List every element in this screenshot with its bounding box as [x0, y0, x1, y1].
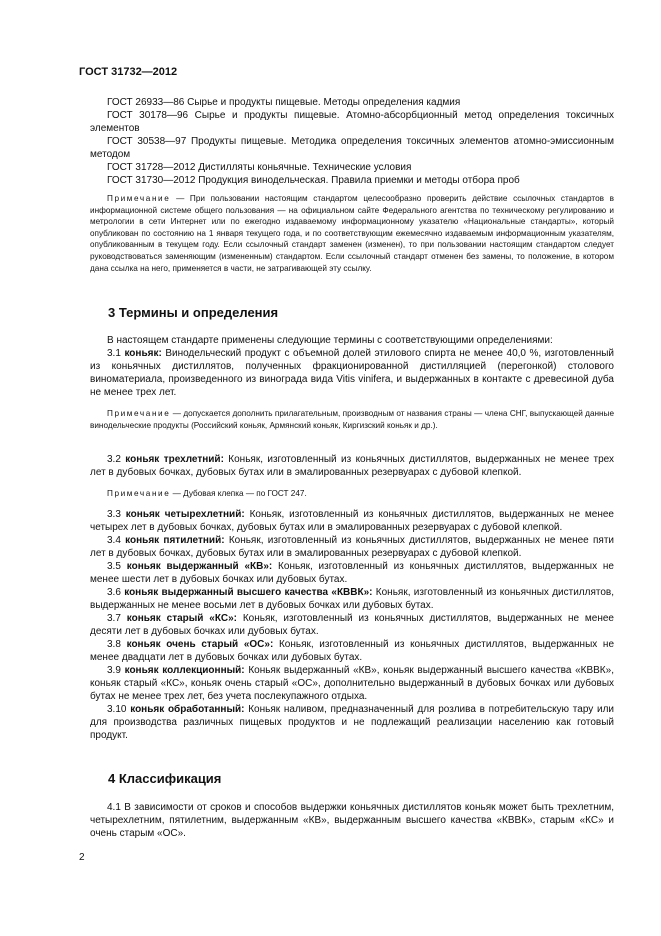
document-header: ГОСТ 31732—2012	[79, 66, 178, 78]
page-number: 2	[79, 852, 85, 863]
term-name: коньяк очень старый «ОС»:	[126, 639, 274, 650]
note-label: Примечание	[107, 194, 171, 203]
term-3-6: 3.6 коньяк выдержанный высшего качества «КВВК»: Коньяк, изготовленный из коньячных дистиллятов, выдержанных не менее восьми лет в дубовых бочках или дубовых бутах.	[90, 587, 614, 611]
term-3-8: 3.8 коньяк очень старый «ОС»: Коньяк, изготовленный из коньячных дистиллятов, выдержанных не менее двадцати лет в дубовых бочках или дубовых бутах.	[90, 639, 615, 663]
term-name: коньяк трехлетний:	[125, 454, 224, 465]
term-3-1: 3.1 коньяк: Винодельческий продукт с объемной долей этилового спирта не менее 40,0 %, изготовленный из коньячных дистиллятов, полученных фракционированной дистилляцией (перегонкой) столового виноматериала, произведенного из винограда вида Vitis vinifera, и выдержанных в контакте с древесиной дуба не менее трех лет.	[90, 348, 614, 398]
note-3	[90, 488, 614, 500]
term-name: коньяк выдержанный «КВ»:	[126, 561, 273, 572]
term-name: коньяк пятилетний:	[125, 535, 225, 546]
note-2	[90, 408, 614, 431]
term-3-10: 3.10 коньяк обработанный: Коньяк наливом, предназначенный для розлива в потребительскую тару или для производства различных пищевых продуктов и не подлежащий реализации населению как готовый продукт.	[90, 704, 615, 741]
term-3-2: 3.2 коньяк трехлетний: Коньяк, изготовленный из коньячных дистиллятов, выдержанных не менее трех лет в дубовых бочках, дубовых бутах или в эмалированных резервуарах с дубовой клепкой.	[90, 454, 614, 478]
term-name: коньяк коллекционный:	[124, 665, 245, 676]
note-text: — При пользовании настоящим стандартом целесообразно проверить действие ссылочных стандартов в информационной системе общего пользования — на официальном сайте Федерального агентства по техническому регулированию и метрологии в сети Интернет или по ежегодно издаваемому информационному указателю «Национальные стандарты», который опубликован по состоянию на 1 января текущего года, и по соответствующим ежемесячно издаваемым информационным указателям, опубликованным в текущем году. Если ссылочный стандарт заменен (изменен), то при пользовании настоящим стандартом следует руководствоваться заменяющим (измененным) стандартом. Если ссылочный стандарт отменен без замены, то положение, в котором дана ссылка на него, применяется в части, не затрагивающей эту ссылку.	[90, 194, 614, 273]
term-3-7: 3.7 коньяк старый «КС»: Коньяк, изготовленный из коньячных дистиллятов, выдержанных не менее десяти лет в дубовых бочках или дубовых бутах.	[90, 613, 614, 637]
note-text: — Дубовая клепка — по ГОСТ 247.	[170, 489, 307, 498]
section-3-intro: В настоящем стандарте применены следующие термины с соответствующими определениями:	[107, 335, 553, 346]
note-label: Примечание	[107, 489, 171, 498]
term-name: коньяк выдержанный высшего качества «КВВК»:	[124, 587, 373, 598]
reference-item: ГОСТ 26933—86 Сырье и продукты пищевые. Методы определения кадмия	[107, 97, 461, 108]
note-label: Примечание	[107, 409, 171, 418]
term-name: коньяк старый «КС»:	[126, 613, 237, 624]
term-3-9: 3.9 коньяк коллекционный: Коньяк выдержанный «КВ», коньяк выдержанный высшего качества «КВВК», коньяк старый «КС», коньяк очень старый «ОС», дополнительно выдержанный в дубовых бочках или дубовых бутах не менее трех лет, без учета послекупажного отдыха.	[90, 665, 614, 702]
section-3-title: 3 Термины и определения	[108, 305, 279, 320]
reference-item: ГОСТ 30538—97 Продукты пищевые. Методика определения токсичных элементов атомно-эмиссионным методом	[90, 136, 614, 160]
note-references	[90, 193, 614, 274]
clause-4-1: 4.1 В зависимости от сроков и способов выдержки коньячных дистиллятов коньяк может быть трехлетним, четырехлетним, пятилетним, выдержанным «КВ», выдержанным высшего качества «КВВК», старым «КС» и очень старым «ОС».	[90, 802, 614, 839]
term-3-5: 3.5 коньяк выдержанный «КВ»: Коньяк, изготовленный из коньячных дистиллятов, выдержанных не менее шести лет в дубовых бочках или дубовых бутах.	[90, 561, 614, 585]
term-3-3: 3.3 коньяк четырехлетний: Коньяк, изготовленный из коньячных дистиллятов, выдержанных не менее четырех лет в дубовых бочках, дубовых бутах или в эмалированных резервуарах с дубовой клепкой.	[90, 509, 614, 533]
term-name: коньяк:	[124, 348, 162, 359]
normative-references	[90, 96, 614, 187]
term-3-2-block	[90, 453, 614, 479]
reference-item: ГОСТ 31730—2012 Продукция винодельческая. Правила приемки и методы отбора проб	[107, 175, 520, 186]
reference-item: ГОСТ 30178—96 Сырье и продукты пищевые. Атомно-абсорбционный метод определения токсичных элементов	[90, 110, 614, 134]
note-text: — допускается дополнить прилагательным, производным от названия страны — члена СНГ, выпускающей данные винодельческие продукты (Российский коньяк, Армянский коньяк, Киргизский коньяк и др.).	[90, 409, 614, 430]
terms-3-3-to-3-10	[90, 508, 614, 742]
section-3-body	[90, 334, 614, 399]
term-3-4: 3.4 коньяк пятилетний: Коньяк, изготовленный из коньячных дистиллятов, выдержанных не менее пяти лет в дубовых бочках, дубовых бутах или в эмалированных резервуарах с дубовой клепкой.	[90, 535, 614, 559]
term-name: коньяк обработанный:	[130, 704, 245, 715]
section-4-title: 4 Классификация	[108, 771, 222, 786]
term-name: коньяк четырехлетний:	[125, 509, 245, 520]
section-4-body	[90, 801, 614, 840]
reference-item: ГОСТ 31728—2012 Дистилляты коньячные. Технические условия	[107, 162, 412, 173]
